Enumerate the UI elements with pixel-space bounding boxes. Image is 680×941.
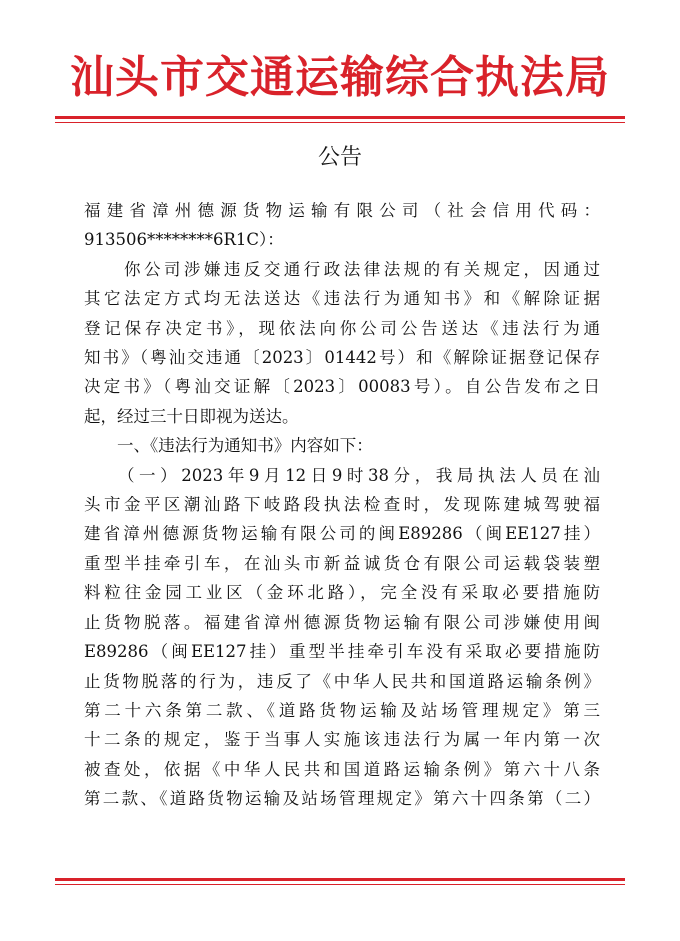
notice-title: 公告 — [317, 145, 362, 170]
body-line: 建省漳州德源货物运输有限公司的闽E89286（闽EE127挂） — [84, 524, 600, 544]
body-line: 头市金平区潮汕路下岐路段执法检查时，发现陈建城驾驶福 — [84, 495, 600, 515]
body-line: 一、《违法行为通知书》内容如下： — [84, 436, 373, 456]
body-line: 止货物脱落的行为，违反了《中华人民共和国道路运输条例》 — [84, 671, 600, 691]
body-line: 决定书》（粤汕交证解〔2023〕00083号）。自公告发布之日 — [84, 377, 600, 397]
footer-thick-rule — [55, 878, 625, 881]
body-line: 重型半挂牵引车，在汕头市新益诚货仓有限公司运载袋装塑 — [84, 553, 600, 573]
notice-body — [84, 196, 600, 814]
body-line: 福建省漳州德源货物运输有限公司（社会信用代码： — [84, 201, 600, 220]
body-line: 止货物脱落。福建省漳州德源货物运输有限公司涉嫌使用闽 — [84, 612, 600, 632]
body-line: 913506********6R1C）： — [84, 230, 284, 250]
body-line: 第二十六条第二款、《道路货物运输及站场管理规定》第三 — [84, 700, 600, 720]
body-line: 被查处，依据《中华人民共和国道路运输条例》第六十八条 — [84, 759, 600, 779]
body-line: 第二款、《道路货物运输及站场管理规定》第六十四条第（二） — [84, 789, 600, 809]
header-thick-rule — [55, 116, 625, 119]
body-line: 登记保存决定书》，现依法向你公司公告送达《违法行为通 — [84, 318, 600, 338]
footer-thin-rule — [55, 884, 625, 885]
body-line: 你公司涉嫌违反交通行政法律法规的有关规定，因通过 — [84, 259, 600, 279]
body-line: 起，经过三十日即视为送达。 — [84, 406, 299, 426]
body-line: 知书》（粤汕交违通〔2023〕01442号）和《解除证据登记保存 — [84, 348, 600, 368]
body-line: 料粒往金园工业区（金环北路），完全没有采取必要措施防 — [84, 583, 600, 603]
header-thin-rule — [55, 122, 625, 123]
body-line: （一）2023年9月12日9时38分，我局执法人员在汕 — [84, 465, 600, 485]
body-line: 十二条的规定，鉴于当事人实施该违法行为属一年内第一次 — [84, 730, 600, 750]
body-line: 其它法定方式均无法送达《违法行为通知书》和《解除证据 — [84, 289, 600, 309]
body-line: E89286（闽EE127挂）重型半挂牵引车没有采取必要措施防 — [84, 642, 600, 662]
issuing-authority-header: 汕头市交通运输综合执法局 — [70, 52, 610, 103]
